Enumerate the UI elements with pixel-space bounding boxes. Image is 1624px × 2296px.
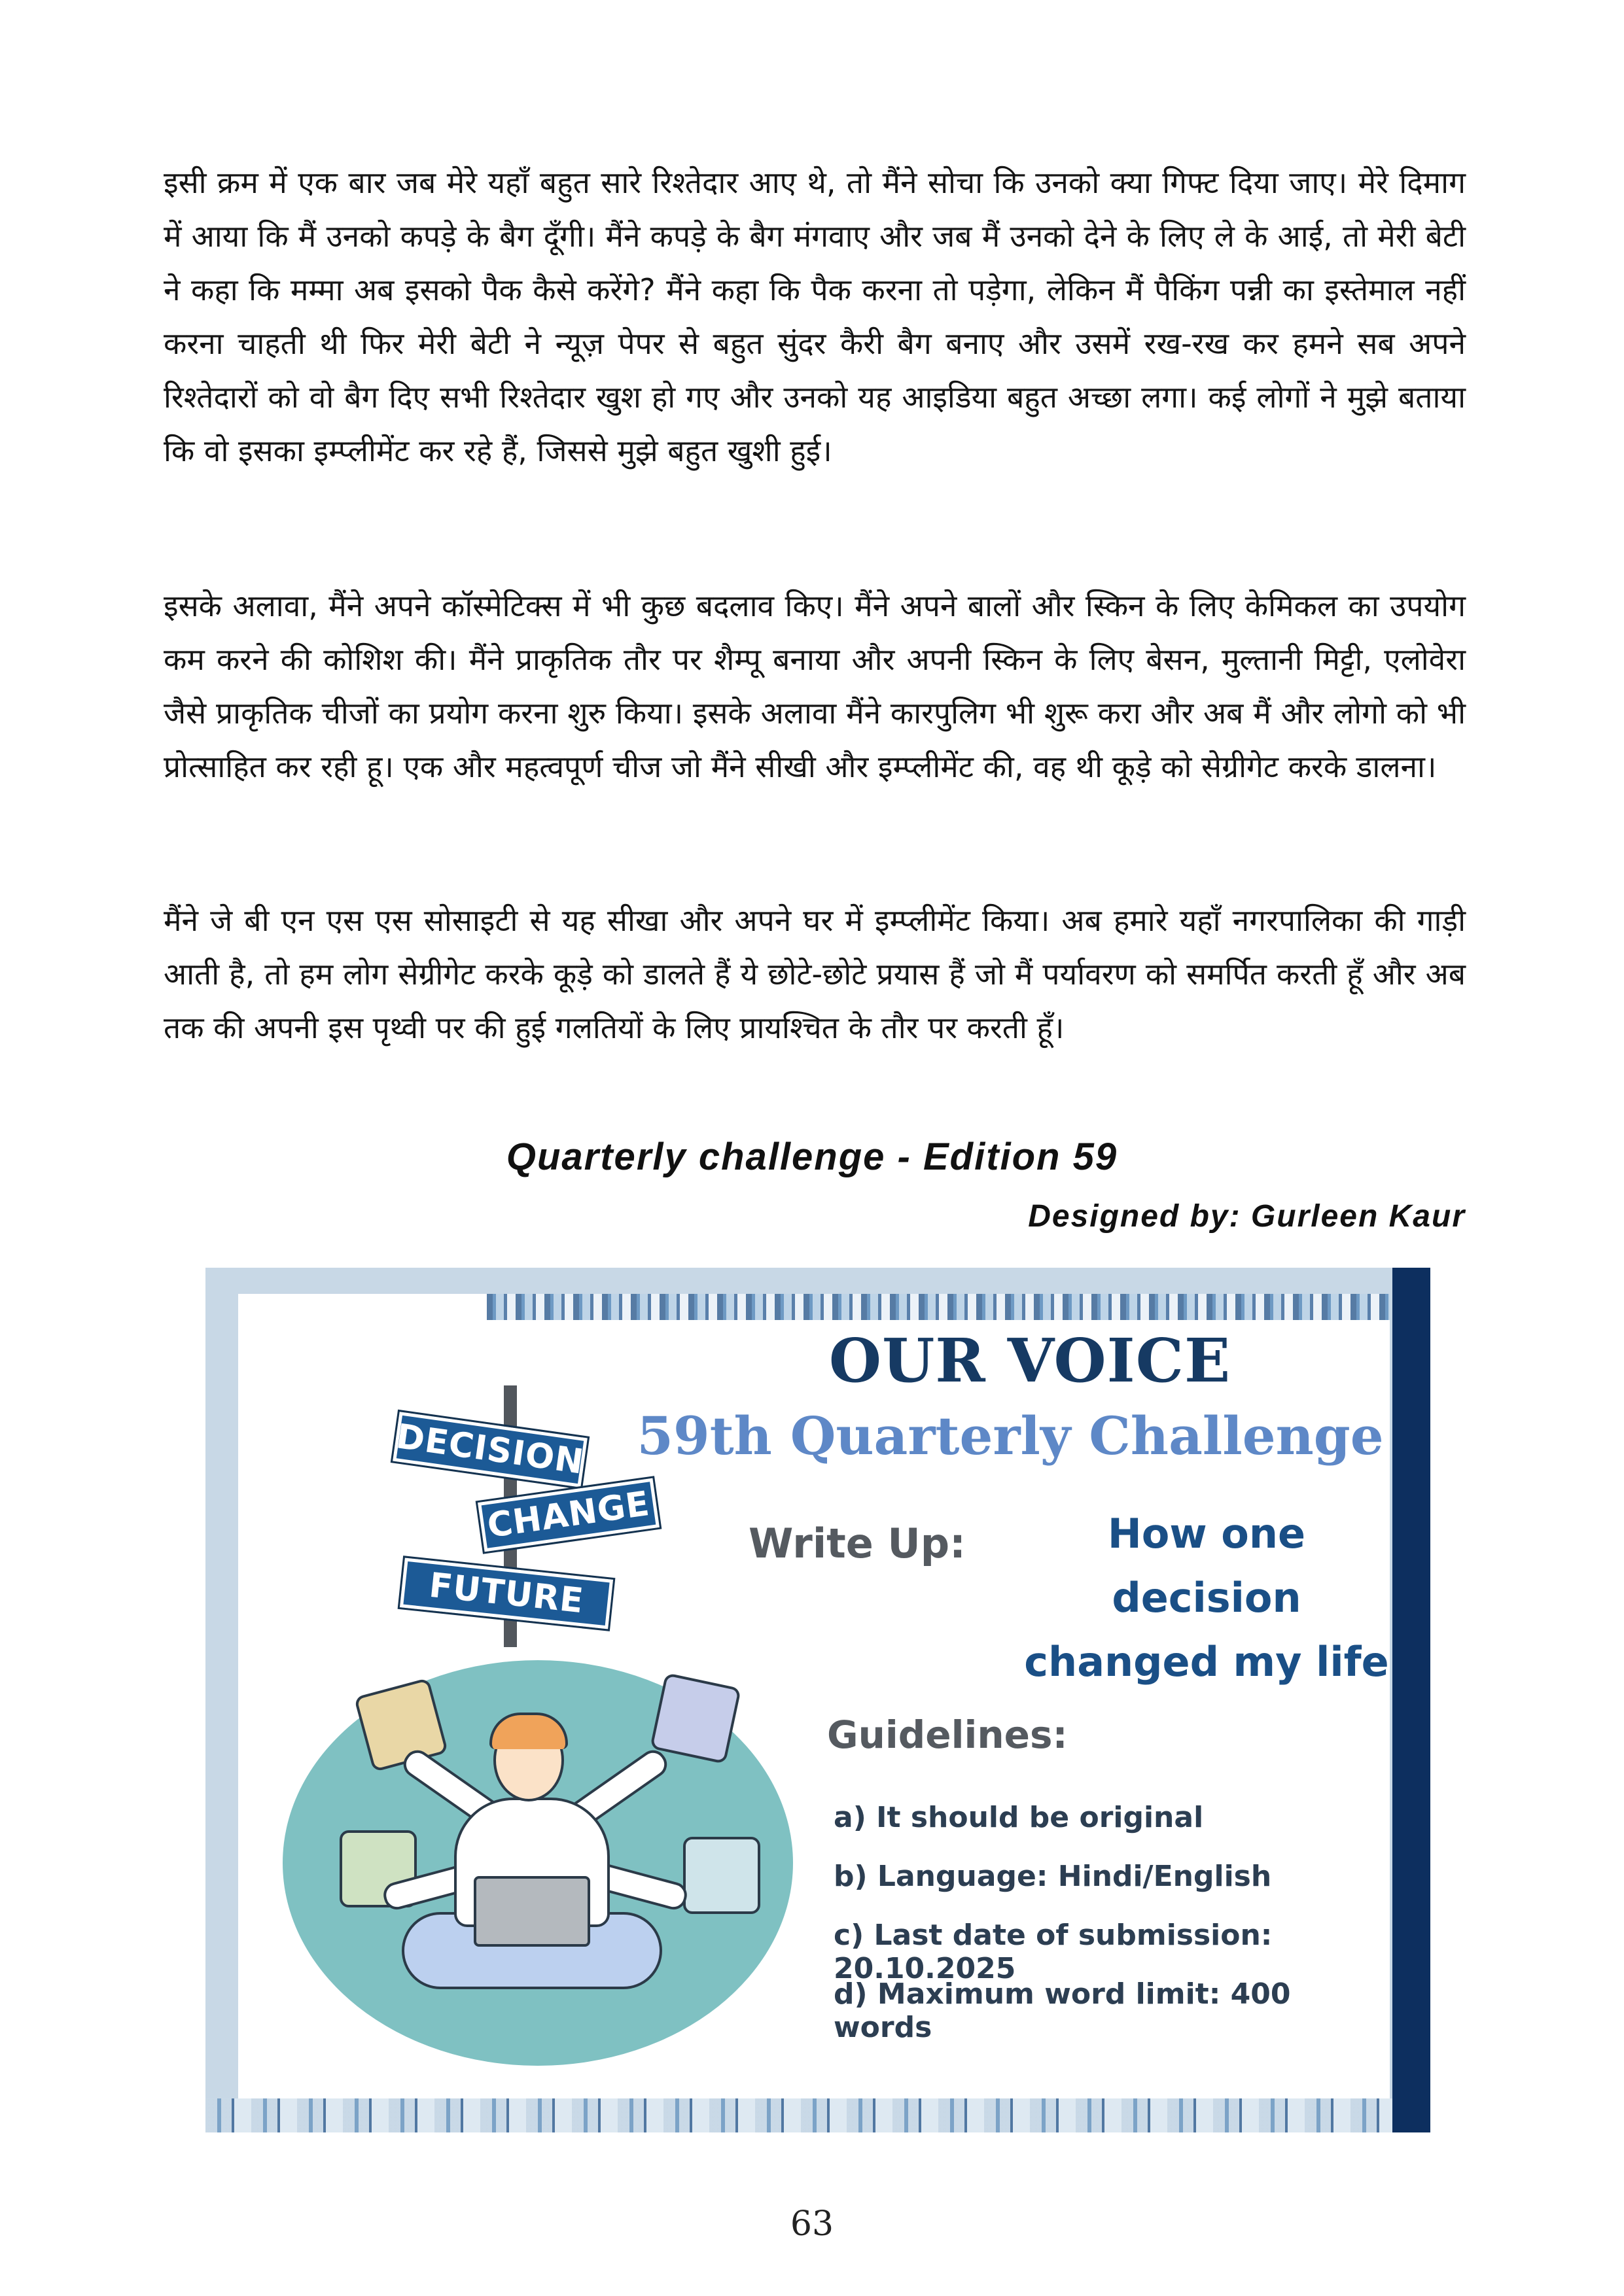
poster-panel [238, 1294, 1390, 2098]
guideline-item: c) Last date of submission: 20.10.2025 [834, 1919, 1273, 1985]
guidelines-heading: Guidelines: [827, 1713, 1068, 1757]
writeup-topic: How one decision changed my life [1024, 1510, 1389, 1686]
puzzle-piece-icon [683, 1837, 760, 1914]
poster-heading: OUR VOICE [828, 1325, 1231, 1396]
designed-by-credit: Designed by: Gurleen Kaur [1028, 1199, 1466, 1234]
brush-texture-bottom [205, 2098, 1392, 2132]
page-number: 63 [790, 2204, 834, 2244]
guideline-item: d) Maximum word limit: 400 words [834, 1977, 1291, 2044]
laptop-icon [474, 1876, 590, 1947]
paragraph-segregation: मैंने जे बी एन एस एस सोसाइटी से यह सीखा और अपने घर में इम्प्लीमेंट किया। अब हमारे यहाँ नगरपालिका की गाड़ी आती है, तो हम लोग सेग्रीगेट करके कूड़े को डालते हैं ये छोटे-छोटे प्रयास हैं जो मैं पर्यावरण को समर्पित करती हूँ और अब तक की अपनी इस पृथ्वी पर की हुई गलतियों के लिए प्रायश्चित के तौर पर करती हूँ। [164, 903, 1466, 1045]
puzzle-piece-icon [650, 1673, 741, 1764]
paragraph-cosmetics: इसके अलावा, मैंने अपने कॉस्मेटिक्स में भी कुछ बदलाव किए। मैंने अपने बालों और स्किन के लिए केमिकल का उपयोग कम करने की कोशिश की। मैंने प्राकृतिक तौर पर शैम्पू बनाया और अपनी स्किन के लिए बेसन, मुल्तानी मिट्टी, एलोवेरा जैसे प्राकृतिक चीजों का प्रयोग करना शुरु किया। इसके अलावा मैंने कारपुलिग भी शुरू करा और अब मैं और लोगो को भी प्रोत्साहित कर रही हू। एक और महत्वपूर्ण चीज जो मैंने सीखी और इम्प्लीमेंट की, वह थी कूड़े को सेग्रीगेट करके डालना। [164, 588, 1466, 784]
challenge-poster [205, 1268, 1430, 2132]
paragraph-gift-bags: इसी क्रम में एक बार जब मेरे यहाँ बहुत सारे रिश्तेदार आए थे, तो मैंने सोचा कि उनको क्या गिफ्ट दिया जाए। मेरे दिमाग में आया कि मैं उनको कपड़े के बैग दूँगी। मैंने कपड़े के बैग मंगवाए और जब मैं उनको देने के लिए ले के आई, तो मेरी बेटी ने कहा कि मम्मा अब इसको पैक कैसे करेंगे? मैंने कहा कि पैक करना तो पड़ेगा, लेकिन मैं पैकिंग पन्नी का इस्तेमाल नहीं करना चाहती थी फिर मेरी बेटी ने न्यूज़ पेपर से बहुत सुंदर कैरी बैग बनाए और उसमें रख-रख कर हमने सब अपने रिश्तेदारों को वो बैग दिए सभी रिश्तेदार खुश हो गए और उनको यह आइडिया बहुत अच्छा लगा। कई लोगों ने मुझे बताया कि वो इसका इम्प्लीमेंट कर रहे हैं, जिससे मुझे बहुत खुशी हुई। [164, 165, 1466, 468]
challenge-title: Quarterly challenge - Edition 59 [506, 1136, 1118, 1178]
brush-texture-top [487, 1294, 1390, 1320]
poster-border-band [1392, 1268, 1430, 2132]
sign-future: FUTURE [400, 1557, 613, 1629]
sign-decision: DECISION [393, 1412, 588, 1487]
sign-change: CHANGE [478, 1478, 660, 1552]
writeup-label: Write Up: [749, 1520, 966, 1567]
guideline-item: b) Language: Hindi/English [834, 1860, 1272, 1893]
poster-subheading: 59th Quarterly Challenge [637, 1405, 1384, 1467]
guideline-item: a) It should be original [834, 1801, 1204, 1834]
